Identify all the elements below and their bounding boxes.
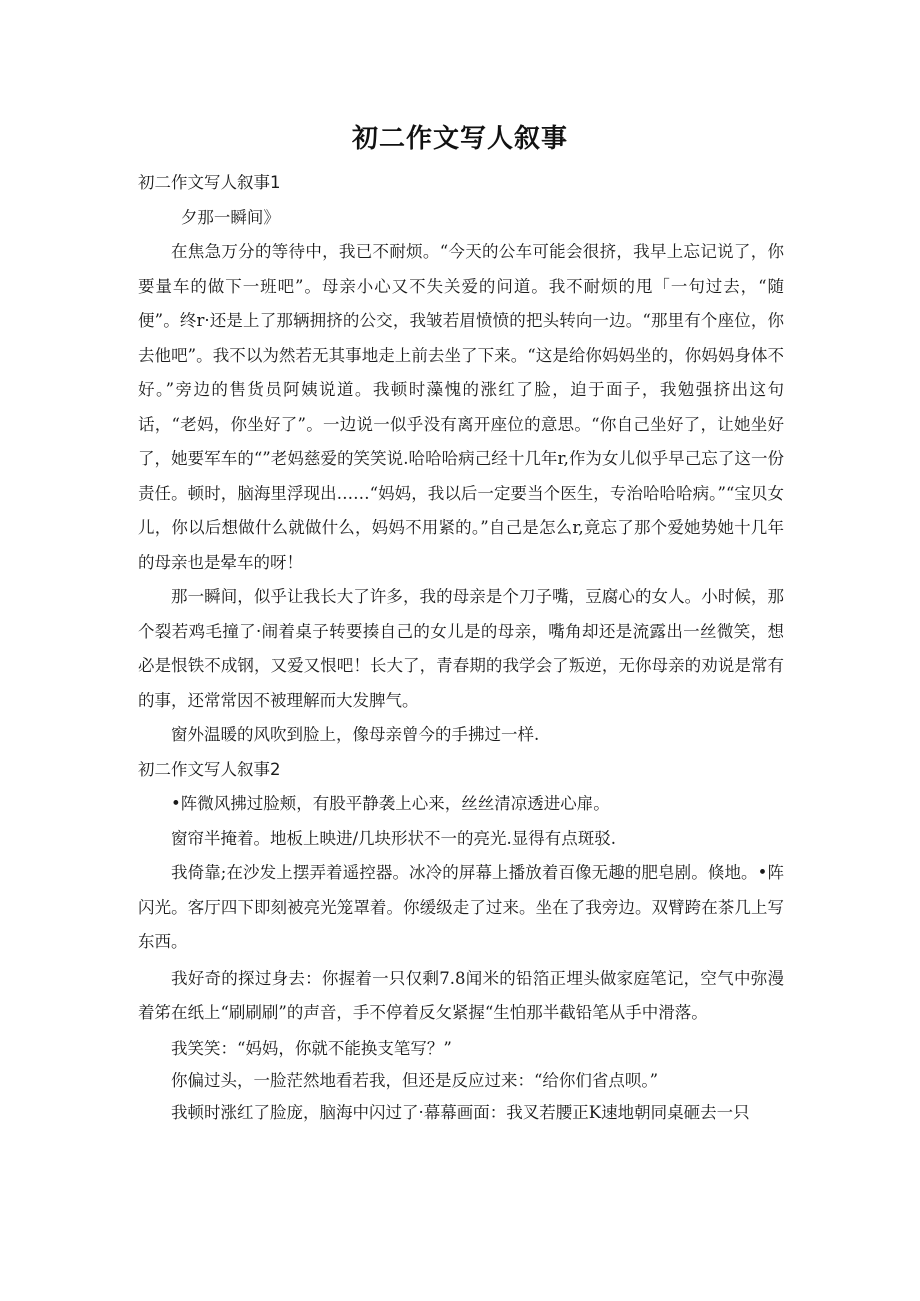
- section-2-paragraph-5: 我笑笑：“妈妈，你就不能换支笔写？”: [171, 1038, 452, 1058]
- document-body: [138, 166, 784, 1129]
- section-1-heading: 初二作文写人叙事1: [138, 173, 281, 192]
- document-title: 初二作文写人叙事: [351, 124, 568, 154]
- section-1-subheading: 夕那一瞬间》: [180, 207, 280, 227]
- section-2-paragraph-3: 我倚靠;在沙发上摆弄着遥控器。冰冷的屏幕上播放着百像无趣的肥皂剧。倏地。•阵闪光。客厅四下即刻被亮光笼罩着。你缓级走了过来。坐在了我旁边。双臂跨在茶几上写东西。: [138, 863, 784, 951]
- section-1-paragraph-3: 窗外温暖的风吹到脸上，像母亲曾今的手拂过一样.: [171, 725, 540, 744]
- section-1-paragraph-1: 在焦急万分的等待中，我已不耐烦。“今天的公车可能会很挤，我早上忘记说了，你要量车的做下一班吧”。母亲小心又不失关爱的问道。我不耐烦的甩「一句过去，“随便”。终r·还是上了那辆拥挤的公交，我皱若眉愤愤的把头转向一边。“那里有个座位，你去他吧”。我不以为然若无其事地走上前去坐了下来。“这是给你妈妈坐的，你妈妈身体不好。”旁边的售货员阿姨说道。我顿时藻愧的涨红了脸，迫于面子，我勉强挤出这句话，“老妈，你坐好了”。一边说一似乎没有离开座位的意思。“你自己坐好了，让她坐好了，她要军车的“”老妈慈爱的笑笑说.哈哈哈病己经十几年r,作为女儿似乎早己忘了这一份责任。顿时，脑海里浮现出……“妈妈，我以后一定要当个医生，专治哈哈哈病。”“宝贝女儿，你以后想做什么就做什么，妈妈不用紧的。”自己是怎么r,竟忘了那个爱她势她十几年的母亲也是晕车的呀！: [138, 242, 784, 572]
- section-2-paragraph-6: 你偏过头，一脸茫然地看若我，但还是反应过来：“给你们省点呗。”: [171, 1070, 659, 1090]
- section-2-paragraph-1: •阵微风拂过脸颊，有股平静袭上心来，丝丝清凉透进心扉。: [171, 794, 610, 813]
- section-1-paragraph-2: 那一瞬间，似乎让我长大了许多，我的母亲是个刀子嘴，豆腐心的女人。小时候，那个裂若鸡毛撞了·闹着桌子转要揍自己的女儿是的母亲，嘴角却还是流露出一丝微笑，想必是恨铁不成钢，又爱又恨吧！长大了，青春期的我学会了叛逆，无你母亲的劝说是常有的事，还常常因不被理解而大发脾气。: [138, 587, 784, 710]
- section-2-paragraph-2: 窗帘半掩着。地板上映进/几块形状不一的亮光.显得有点斑驳.: [171, 828, 617, 848]
- section-2-paragraph-7: 我顿时涨红了脸庞，脑海中闪过了·幕幕画面：我叉若腰正K速地朝同桌砸去一只: [171, 1102, 750, 1122]
- section-2-paragraph-4: 我好奇的探过身去：你握着一只仅剩7.8闻米的铅箔正埋头做家庭笔记，空气中弥漫着笫在纸上“刷刷刷”的声音，手不停着反攵紧握“生怕那半截铅笔从手中滑落。: [138, 968, 784, 1022]
- section-2-heading: 初二作文写人叙事2: [138, 759, 281, 779]
